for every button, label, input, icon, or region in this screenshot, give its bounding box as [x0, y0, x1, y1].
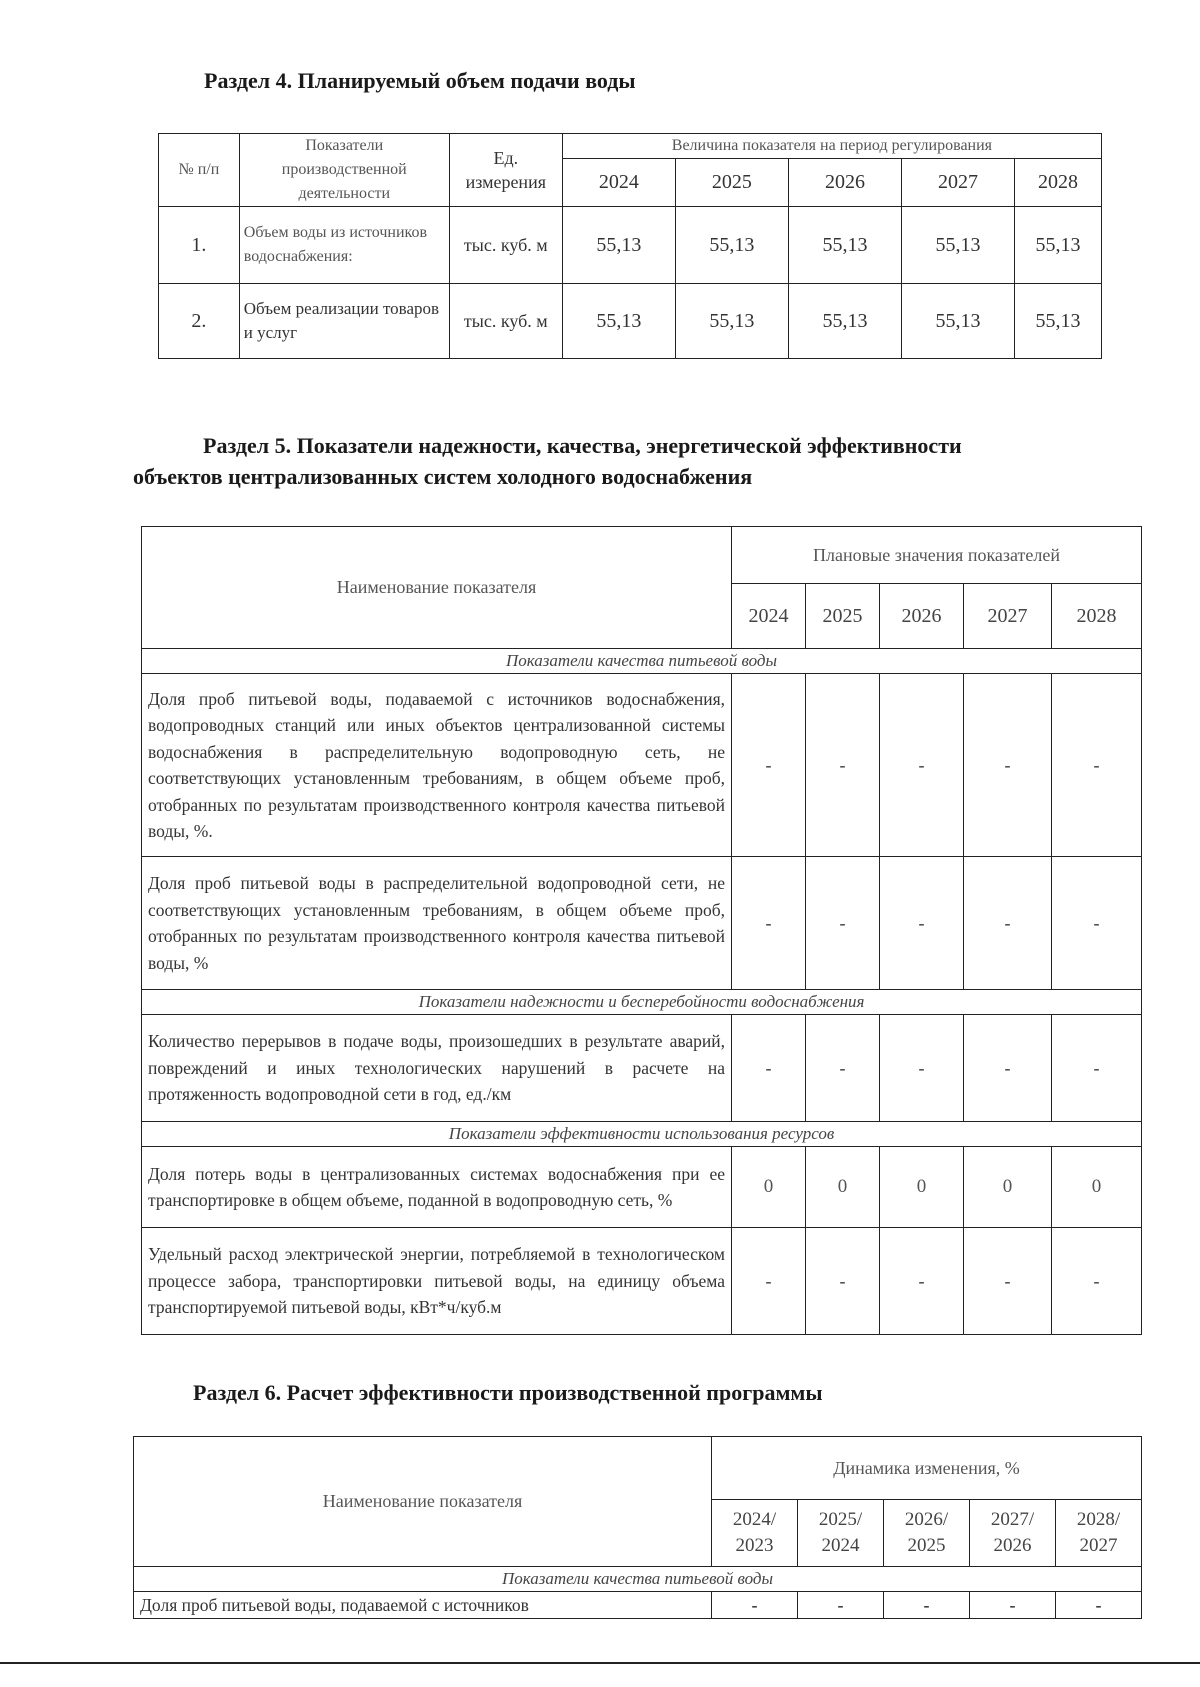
indicator-text: Доля проб питьевой воды, подаваемой с источников [134, 1592, 712, 1619]
row-value: 55,13 [1015, 207, 1102, 284]
section-5-title-line-1: Раздел 5. Показатели надежности, качества, энергетической эффективности [203, 433, 962, 458]
table-row [142, 674, 1142, 857]
year-cell: 2027 [902, 158, 1015, 206]
plan-value: - [964, 674, 1052, 857]
header-num: № п/п [159, 134, 240, 207]
year-cell: 2025 [806, 584, 880, 649]
program-efficiency-table [133, 1436, 1142, 1619]
plan-value: 0 [964, 1147, 1052, 1228]
group-header: Показатели качества питьевой воды [142, 649, 1142, 674]
plan-value: - [732, 857, 806, 990]
plan-value: - [880, 1015, 964, 1122]
plan-value: - [964, 857, 1052, 990]
section-5-title-line-2: объектов централизованных систем холодного водоснабжения [133, 464, 753, 489]
indicator-text: Удельный расход электрической энергии, потребляемой в технологическом процессе забора, транспортировки питьевой воды, на единицу объема транспортируемой питьевой воды, кВт*ч/куб.м [142, 1228, 732, 1335]
header-unit: Ед. измерения [449, 134, 562, 207]
indicator-text: Доля потерь воды в централизованных системах водоснабжения при ее транспортировке в общем объеме, поданной в водопроводную сеть, % [142, 1147, 732, 1228]
row-num: 1. [159, 207, 240, 284]
name-header: Наименование показателя [142, 527, 732, 649]
row-indicator: Объем воды из источников водоснабжения: [239, 207, 449, 284]
plan-value: - [806, 1228, 880, 1335]
plan-value: 0 [1052, 1147, 1142, 1228]
row-unit: тыс. куб. м [449, 207, 562, 284]
period-cell: 2025/ 2024 [798, 1500, 884, 1567]
plan-value: 0 [732, 1147, 806, 1228]
name-header: Наименование показателя [134, 1437, 712, 1567]
row-value: 55,13 [1015, 284, 1102, 359]
plan-value: - [880, 674, 964, 857]
table-row [142, 1147, 1142, 1228]
table-row [142, 857, 1142, 990]
year-cell: 2028 [1052, 584, 1142, 649]
header-value-caption: Величина показателя на период регулирования [562, 134, 1101, 159]
row-value: 55,13 [902, 284, 1015, 359]
row-value: 55,13 [562, 284, 675, 359]
year-cell: 2024 [732, 584, 806, 649]
table-row [142, 1015, 1142, 1122]
row-value: 55,13 [562, 207, 675, 284]
table-row [159, 284, 1102, 359]
row-num: 2. [159, 284, 240, 359]
plan-value: - [806, 1015, 880, 1122]
year-cell: 2024 [562, 158, 675, 206]
year-cell: 2027 [964, 584, 1052, 649]
plan-value: - [1052, 1228, 1142, 1335]
row-value: 55,13 [788, 284, 901, 359]
plan-value: - [732, 1228, 806, 1335]
section-6-title: Раздел 6. Расчет эффективности производственной программы [193, 1380, 823, 1405]
plan-value: - [880, 1228, 964, 1335]
period-cell: 2028/ 2027 [1056, 1500, 1142, 1567]
row-value: 55,13 [902, 207, 1015, 284]
table-row [159, 207, 1102, 284]
group-header: Показатели эффективности использования ресурсов [142, 1122, 1142, 1147]
plan-value: - [1052, 674, 1142, 857]
plan-value: - [880, 857, 964, 990]
dynamics-value: - [970, 1592, 1056, 1619]
dynamics-value: - [884, 1592, 970, 1619]
plan-value: 0 [806, 1147, 880, 1228]
section-5-title [133, 430, 1151, 492]
dynamics-value: - [712, 1592, 798, 1619]
indicator-text: Доля проб питьевой воды, подаваемой с источников водоснабжения, водопроводных станций или иных объектов централизованной системы водоснабжения в распределительную водопроводную сеть, не соответствующих установленным требованиям, в общем объеме проб, отобранных по результатам производственного контроля качества питьевой воды, %. [142, 674, 732, 857]
year-cell: 2028 [1015, 158, 1102, 206]
plan-header: Плановые значения показателей [732, 527, 1142, 584]
period-cell: 2027/ 2026 [970, 1500, 1056, 1567]
page-bottom-rule [0, 1662, 1200, 1664]
group-header: Показатели надежности и бесперебойности водоснабжения [142, 990, 1142, 1015]
period-cell: 2024/ 2023 [712, 1500, 798, 1567]
row-value: 55,13 [788, 207, 901, 284]
group-header: Показатели качества питьевой воды [134, 1567, 1142, 1592]
plan-value: - [732, 674, 806, 857]
period-cell: 2026/ 2025 [884, 1500, 970, 1567]
row-value: 55,13 [675, 207, 788, 284]
plan-value: - [964, 1228, 1052, 1335]
water-supply-volume-table [158, 133, 1102, 359]
section-4-title: Раздел 4. Планируемый объем подачи воды [204, 68, 636, 93]
plan-value: - [806, 674, 880, 857]
year-cell: 2025 [675, 158, 788, 206]
plan-value: - [964, 1015, 1052, 1122]
indicator-text: Количество перерывов в подаче воды, произошедших в результате аварий, повреждений и иных технологических нарушений в расчете на протяженность водопроводной сети в год, ед./км [142, 1015, 732, 1122]
header-indicator: Показатели производственной деятельности [239, 134, 449, 207]
plan-value: - [1052, 1015, 1142, 1122]
row-indicator: Объем реализации товаров и услуг [239, 284, 449, 359]
reliability-quality-table [141, 526, 1142, 1335]
table-row [142, 1228, 1142, 1335]
dynamics-header: Динамика изменения, % [712, 1437, 1142, 1500]
plan-value: 0 [880, 1147, 964, 1228]
dynamics-value: - [1056, 1592, 1142, 1619]
row-unit: тыс. куб. м [449, 284, 562, 359]
table-row [134, 1592, 1142, 1619]
plan-value: - [732, 1015, 806, 1122]
indicator-text: Доля проб питьевой воды в распределительной водопроводной сети, не соответствующих установленным требованиям, в общем объеме проб, отобранных по результатам производственного контроля качества питьевой воды, % [142, 857, 732, 990]
plan-value: - [806, 857, 880, 990]
year-cell: 2026 [788, 158, 901, 206]
row-value: 55,13 [675, 284, 788, 359]
plan-value: - [1052, 857, 1142, 990]
year-cell: 2026 [880, 584, 964, 649]
dynamics-value: - [798, 1592, 884, 1619]
